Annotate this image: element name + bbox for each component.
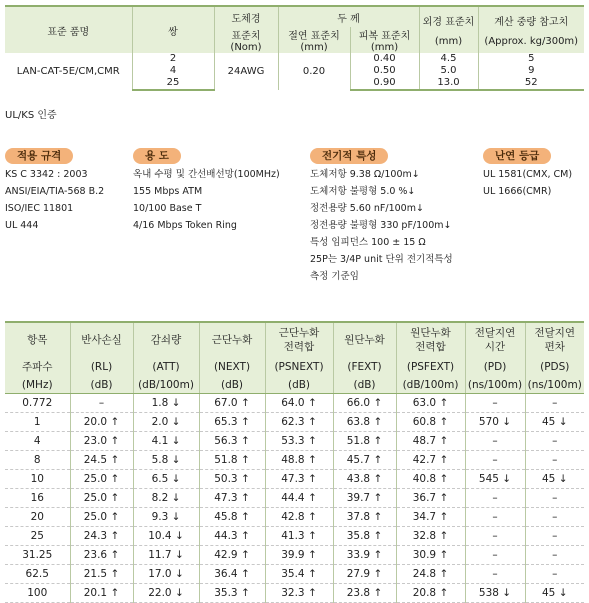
table-row xyxy=(5,527,584,546)
perf-header-unit: (dB/100m) xyxy=(133,377,199,394)
standards-item: ANSI/EIA/TIA-568 B.2 xyxy=(5,186,105,197)
value-cell: – xyxy=(70,394,133,413)
value-cell: 41.3 ↑ xyxy=(265,527,333,546)
value-cell: – xyxy=(525,527,584,546)
perf-header-title xyxy=(70,322,133,357)
perf-header-line: 전력합 xyxy=(283,341,315,353)
header-insulation-unit: (mm) xyxy=(300,42,328,53)
value-cell: – xyxy=(525,508,584,527)
value-cell: 24.5 ↑ xyxy=(70,451,133,470)
perf-header-title xyxy=(199,322,265,357)
value-cell: 23.8 ↑ xyxy=(333,584,396,603)
frequency-cell: 31.25 xyxy=(5,546,70,565)
perf-header-title xyxy=(525,322,584,357)
value-cell: 30.9 ↑ xyxy=(396,546,465,565)
perf-header-title xyxy=(265,322,333,357)
perf-header-line: 원단누화 xyxy=(344,334,385,346)
header-conductor: 도체경 xyxy=(214,6,278,27)
usage-item: 155 Mbps ATM xyxy=(133,186,203,197)
value-cell: 63.8 ↑ xyxy=(333,413,396,432)
perf-header-line: 원단누화 xyxy=(410,327,451,339)
cable-spec-table xyxy=(5,5,584,91)
value-cell: 570 ↓ xyxy=(465,413,525,432)
value-cell: 17.0 ↓ xyxy=(133,565,199,584)
cell-weight: 9 xyxy=(478,65,584,77)
value-cell: 36.7 ↑ xyxy=(396,489,465,508)
table-row xyxy=(5,413,584,432)
certification-note: UL/KS 인증 xyxy=(5,110,57,121)
cell-conductor: 24AWG xyxy=(214,53,278,90)
value-cell: 24.8 ↑ xyxy=(396,565,465,584)
perf-header-unit: (MHz) xyxy=(5,377,70,394)
header-weight-label: 계산 중량 참고치 xyxy=(494,17,569,28)
value-cell: 8.2 ↓ xyxy=(133,489,199,508)
cell-sheath: 0.50 xyxy=(350,65,419,77)
standards-badge: 적용 규격 xyxy=(5,148,73,164)
perf-header-unit: (ns/100m) xyxy=(465,377,525,394)
electrical-item: 25P는 3/4P unit 단위 전기적특성 xyxy=(310,254,453,265)
table-row xyxy=(5,470,584,489)
perf-header-abbr: (PD) xyxy=(465,357,525,377)
header-weight xyxy=(478,6,584,53)
perf-header-line: 전력합 xyxy=(415,341,446,353)
value-cell: – xyxy=(525,546,584,565)
perf-header-title xyxy=(465,322,525,357)
perf-header-abbr: (NEXT) xyxy=(199,357,265,377)
frequency-cell: 8 xyxy=(5,451,70,470)
table-row xyxy=(5,546,584,565)
header-insulation xyxy=(278,27,350,53)
value-cell: 538 ↓ xyxy=(465,584,525,603)
perf-header-abbr: 주파수 xyxy=(5,357,70,377)
perf-header-line: 감쇠량 xyxy=(150,334,182,346)
value-cell: 11.7 ↓ xyxy=(133,546,199,565)
value-cell: 42.9 ↑ xyxy=(199,546,265,565)
header-outer-diameter xyxy=(419,6,478,53)
value-cell: 35.8 ↑ xyxy=(333,527,396,546)
cell-outer: 13.0 xyxy=(419,77,478,90)
value-cell: – xyxy=(465,432,525,451)
table-row xyxy=(5,565,584,584)
cell-pair: 2 xyxy=(132,53,214,65)
value-cell: – xyxy=(465,394,525,413)
value-cell: 48.8 ↑ xyxy=(265,451,333,470)
value-cell: 37.8 ↑ xyxy=(333,508,396,527)
header-pair: 쌍 xyxy=(132,6,214,53)
header-name: 표준 품명 xyxy=(5,6,132,53)
value-cell: 545 ↓ xyxy=(465,470,525,489)
cell-outer: 4.5 xyxy=(419,53,478,65)
standards-item: UL 444 xyxy=(5,220,39,231)
electrical-item: 측정 기준임 xyxy=(310,271,359,282)
electrical-item: 정전용량 5.60 nF/100m↓ xyxy=(310,203,424,214)
value-cell: 21.5 ↑ xyxy=(70,565,133,584)
frequency-cell: 4 xyxy=(5,432,70,451)
value-cell: 50.3 ↑ xyxy=(199,470,265,489)
header-insulation-label: 절연 표준치 xyxy=(288,31,340,42)
electrical-item: 도체저항 불평형 5.0 %↓ xyxy=(310,186,416,197)
cell-sheath: 0.90 xyxy=(350,77,419,90)
value-cell: 25.0 ↑ xyxy=(70,470,133,489)
usage-badge: 용 도 xyxy=(133,148,181,164)
value-cell: – xyxy=(465,508,525,527)
header-conductor-unit: (Nom) xyxy=(230,42,262,53)
value-cell: 4.1 ↓ xyxy=(133,432,199,451)
frequency-cell: 0.772 xyxy=(5,394,70,413)
perf-header-unit: (dB) xyxy=(333,377,396,394)
value-cell: 45 ↓ xyxy=(525,470,584,489)
value-cell: 36.4 ↑ xyxy=(199,565,265,584)
value-cell: 35.4 ↑ xyxy=(265,565,333,584)
perf-header-title xyxy=(333,322,396,357)
perf-header-unit: (dB/100m) xyxy=(396,377,465,394)
value-cell: 47.3 ↑ xyxy=(199,489,265,508)
perf-header-title xyxy=(133,322,199,357)
frequency-cell: 25 xyxy=(5,527,70,546)
perf-header-line: 항목 xyxy=(27,334,48,346)
value-cell: 9.3 ↓ xyxy=(133,508,199,527)
value-cell: 39.9 ↑ xyxy=(265,546,333,565)
electrical-list xyxy=(310,166,453,285)
cell-sheath: 0.40 xyxy=(350,53,419,65)
perf-header-abbr: (PSNEXT) xyxy=(265,357,333,377)
table-row xyxy=(5,451,584,470)
perf-header-unit: (dB) xyxy=(70,377,133,394)
value-cell: 22.0 ↓ xyxy=(133,584,199,603)
perf-header-line: 반사손실 xyxy=(81,334,122,346)
value-cell: 44.3 ↑ xyxy=(199,527,265,546)
standards-list xyxy=(5,166,104,234)
value-cell: 45.7 ↑ xyxy=(333,451,396,470)
value-cell: 35.3 ↑ xyxy=(199,584,265,603)
value-cell: – xyxy=(465,489,525,508)
cell-pair: 4 xyxy=(132,65,214,77)
perf-header-abbr: (RL) xyxy=(70,357,133,377)
header-sheath-unit: (mm) xyxy=(370,42,399,53)
value-cell: 20.1 ↑ xyxy=(70,584,133,603)
electrical-item: 특성 임피던스 100 ± 15 Ω xyxy=(310,237,426,248)
value-cell: 1.8 ↓ xyxy=(133,394,199,413)
standards-item: ISO/IEC 11801 xyxy=(5,203,74,214)
value-cell: 60.8 ↑ xyxy=(396,413,465,432)
perf-header-abbr: (PSFEXT) xyxy=(396,357,465,377)
cell-name: LAN-CAT-5E/CM,CMR xyxy=(5,53,132,90)
cell-outer: 5.0 xyxy=(419,65,478,77)
value-cell: – xyxy=(525,565,584,584)
table-row xyxy=(5,584,584,603)
perf-header-line: 전달지연 xyxy=(474,327,516,339)
value-cell: 67.0 ↑ xyxy=(199,394,265,413)
table-row xyxy=(5,432,584,451)
value-cell: 10.4 ↓ xyxy=(133,527,199,546)
cell-weight: 5 xyxy=(478,53,584,65)
perf-header-line: 전달지연 xyxy=(534,327,576,339)
transmission-performance-table xyxy=(5,321,584,603)
value-cell: – xyxy=(525,432,584,451)
value-cell: 34.7 ↑ xyxy=(396,508,465,527)
flame-list xyxy=(483,166,572,200)
header-conductor-nom xyxy=(214,27,278,53)
value-cell: 6.5 ↓ xyxy=(133,470,199,489)
usage-list xyxy=(133,166,280,234)
value-cell: – xyxy=(525,451,584,470)
frequency-cell: 1 xyxy=(5,413,70,432)
perf-header-line: 근단누화 xyxy=(278,327,320,339)
header-outer-label: 외경 표준치 xyxy=(422,17,475,28)
frequency-cell: 20 xyxy=(5,508,70,527)
electrical-item: 정전용량 불평형 330 pF/100m↓ xyxy=(310,220,452,231)
table-row xyxy=(5,394,584,413)
value-cell: 20.0 ↑ xyxy=(70,413,133,432)
perf-header-abbr: (FEXT) xyxy=(333,357,396,377)
perf-header-abbr: (ATT) xyxy=(133,357,199,377)
value-cell: 25.0 ↑ xyxy=(70,508,133,527)
header-outer-unit: (mm) xyxy=(434,36,463,47)
cell-pair: 25 xyxy=(132,77,214,90)
perf-header-line: 시간 xyxy=(484,341,506,353)
value-cell: 47.3 ↑ xyxy=(265,470,333,489)
flame-item: UL 1581(CMX, CM) xyxy=(483,169,573,180)
header-sheath xyxy=(350,27,419,53)
value-cell: 20.8 ↑ xyxy=(396,584,465,603)
table-row xyxy=(5,489,584,508)
value-cell: 25.0 ↑ xyxy=(70,489,133,508)
value-cell: 56.3 ↑ xyxy=(199,432,265,451)
value-cell: 32.3 ↑ xyxy=(265,584,333,603)
value-cell: 66.0 ↑ xyxy=(333,394,396,413)
value-cell: 63.0 ↑ xyxy=(396,394,465,413)
frequency-cell: 16 xyxy=(5,489,70,508)
perf-header-title xyxy=(5,322,70,357)
value-cell: – xyxy=(465,565,525,584)
electrical-item: 도체저항 9.38 Ω/100m↓ xyxy=(310,169,420,180)
frequency-cell: 10 xyxy=(5,470,70,489)
perf-header-unit: (dB) xyxy=(265,377,333,394)
value-cell: 45 ↓ xyxy=(525,413,584,432)
value-cell: 44.4 ↑ xyxy=(265,489,333,508)
value-cell: 23.6 ↑ xyxy=(70,546,133,565)
flame-badge: 난연 등급 xyxy=(483,148,551,164)
value-cell: 65.3 ↑ xyxy=(199,413,265,432)
value-cell: – xyxy=(465,546,525,565)
perf-header-line: 근단누화 xyxy=(211,334,253,346)
value-cell: 53.3 ↑ xyxy=(265,432,333,451)
standards-item: KS C 3342 : 2003 xyxy=(5,169,88,180)
electrical-badge: 전기적 특성 xyxy=(310,148,388,164)
value-cell: 32.8 ↑ xyxy=(396,527,465,546)
header-weight-unit: (Approx. kg/300m) xyxy=(484,36,579,47)
value-cell: 33.9 ↑ xyxy=(333,546,396,565)
value-cell: 62.3 ↑ xyxy=(265,413,333,432)
perf-header-abbr: (PDS) xyxy=(525,357,584,377)
cell-weight: 52 xyxy=(478,77,584,90)
table-row xyxy=(5,508,584,527)
value-cell: – xyxy=(525,394,584,413)
value-cell: 40.8 ↑ xyxy=(396,470,465,489)
value-cell: 51.8 ↑ xyxy=(199,451,265,470)
header-thickness: 두 께 xyxy=(278,6,419,27)
frequency-cell: 100 xyxy=(5,584,70,603)
value-cell: 51.8 ↑ xyxy=(333,432,396,451)
value-cell: – xyxy=(525,489,584,508)
cell-insulation: 0.20 xyxy=(278,53,350,90)
value-cell: 45.8 ↑ xyxy=(199,508,265,527)
value-cell: 24.3 ↑ xyxy=(70,527,133,546)
header-sheath-label: 피복 표준치 xyxy=(358,31,411,42)
usage-item: 옥내 수평 및 간선배선망(100MHz) xyxy=(133,169,280,180)
value-cell: 42.8 ↑ xyxy=(265,508,333,527)
value-cell: 64.0 ↑ xyxy=(265,394,333,413)
value-cell: 2.0 ↓ xyxy=(133,413,199,432)
value-cell: 43.8 ↑ xyxy=(333,470,396,489)
value-cell: – xyxy=(465,527,525,546)
header-conductor-std: 표준치 xyxy=(231,31,261,42)
value-cell: 5.8 ↓ xyxy=(133,451,199,470)
usage-item: 4/16 Mbps Token Ring xyxy=(133,220,237,231)
perf-header-unit: (dB) xyxy=(199,377,265,394)
perf-header-title xyxy=(396,322,465,357)
value-cell: 42.7 ↑ xyxy=(396,451,465,470)
perf-header-line: 편차 xyxy=(544,341,565,353)
value-cell: 45 ↓ xyxy=(525,584,584,603)
value-cell: 39.7 ↑ xyxy=(333,489,396,508)
frequency-cell: 62.5 xyxy=(5,565,70,584)
value-cell: 27.9 ↑ xyxy=(333,565,396,584)
value-cell: – xyxy=(465,451,525,470)
usage-item: 10/100 Base T xyxy=(133,203,202,214)
flame-item: UL 1666(CMR) xyxy=(483,186,552,197)
value-cell: 23.0 ↑ xyxy=(70,432,133,451)
value-cell: 48.7 ↑ xyxy=(396,432,465,451)
perf-header-unit: (ns/100m) xyxy=(525,377,584,394)
